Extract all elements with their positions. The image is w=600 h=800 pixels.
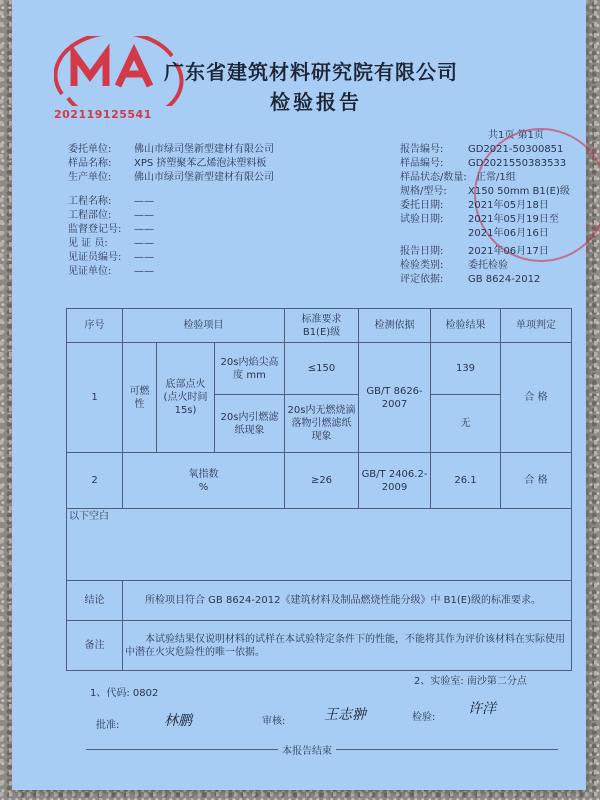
header-seq: 序号 bbox=[67, 309, 123, 343]
info-label: 报告编号: bbox=[400, 144, 444, 155]
table-row bbox=[67, 343, 572, 395]
test-results-table bbox=[66, 308, 572, 671]
conclusion-row bbox=[67, 581, 572, 621]
info-value: —— bbox=[134, 238, 154, 249]
info-value: —— bbox=[134, 210, 154, 221]
approve-label: 批准: bbox=[96, 720, 120, 731]
info-label: 委托单位: bbox=[68, 144, 112, 155]
info-label: 评定依据: bbox=[400, 274, 444, 285]
row1-param1: 20s内焰尖高度 mm bbox=[215, 343, 285, 395]
info-label: 工程部位: bbox=[68, 210, 112, 221]
row1-req1: ≤150 bbox=[285, 343, 359, 395]
row1-seq: 1 bbox=[67, 343, 123, 453]
blank-note: 以下空白 bbox=[67, 509, 572, 581]
remark-text: 本试验结果仅说明材料的试样在本试验特定条件下的性能，不能将其作为评价该材料在实际使用中潜在火灾危险性的唯一依据。 bbox=[123, 621, 572, 671]
info-value: 2021年06月16日 bbox=[468, 228, 549, 239]
table-header-row bbox=[67, 309, 572, 343]
end-of-report: 本报告结束 bbox=[278, 742, 336, 757]
info-value: —— bbox=[134, 196, 154, 207]
info-value: —— bbox=[134, 224, 154, 235]
info-label: 样品编号: bbox=[400, 158, 444, 169]
info-label: 生产单位: bbox=[68, 172, 112, 183]
row1-result1: 139 bbox=[431, 343, 501, 395]
row2-req: ≥26 bbox=[285, 453, 359, 509]
info-label: 检验类别: bbox=[400, 260, 444, 271]
row1-param2: 20s内引燃滤纸现象 bbox=[215, 395, 285, 453]
info-label: 见证单位: bbox=[68, 266, 112, 277]
info-value: 委托检验 bbox=[468, 260, 508, 271]
header-method: 检测依据 bbox=[359, 309, 431, 343]
conclusion-text: 所检项目符合 GB 8624-2012《建筑材料及制品燃烧性能分级》中 B1(E)级的标准要求。 bbox=[123, 581, 572, 621]
info-label: 规格/型号: bbox=[400, 186, 447, 197]
info-value: GD2021-50300851 bbox=[468, 144, 564, 155]
info-value: GD2021550383533 bbox=[468, 158, 567, 169]
remark-row bbox=[67, 621, 572, 671]
test-label: 检验: bbox=[412, 712, 436, 723]
info-value: 佛山市绿司堡新型建材有限公司 bbox=[134, 172, 274, 183]
footer-code: 1、代码: 0802 bbox=[90, 688, 159, 699]
info-label: 样品名称: bbox=[68, 158, 112, 169]
info-value: 2021年06月17日 bbox=[468, 246, 549, 257]
row2-seq: 2 bbox=[67, 453, 123, 509]
row1-judge: 合 格 bbox=[501, 343, 572, 453]
info-label: 工程名称: bbox=[68, 196, 112, 207]
info-value: 2021年05月19日至 bbox=[468, 214, 559, 225]
row2-result: 26.1 bbox=[431, 453, 501, 509]
table-row bbox=[67, 453, 572, 509]
doc-title: 检验报告 bbox=[270, 90, 362, 114]
row1-group: 可燃性 bbox=[123, 343, 157, 453]
conclusion-label: 结论 bbox=[67, 581, 123, 621]
row2-judge: 合 格 bbox=[501, 453, 572, 509]
row1-method: GB/T 8626-2007 bbox=[359, 343, 431, 453]
header-judgement: 单项判定 bbox=[501, 309, 572, 343]
info-label: 报告日期: bbox=[400, 246, 444, 257]
test-signature: 许洋 bbox=[468, 701, 496, 717]
approve-signature: 林鹏 bbox=[164, 713, 192, 729]
info-label: 监督登记号: bbox=[68, 224, 122, 235]
info-value: 佛山市绿司堡新型建材有限公司 bbox=[134, 144, 274, 155]
row2-unit: % bbox=[198, 481, 209, 493]
remark-label: 备注 bbox=[67, 621, 123, 671]
info-value: 2021年05月18日 bbox=[468, 200, 549, 211]
info-value: GB 8624-2012 bbox=[468, 274, 541, 285]
info-label: 见 证 员: bbox=[68, 238, 108, 249]
info-value: X150 50mm B1(E)级 bbox=[468, 186, 570, 197]
row2-item-cell bbox=[123, 453, 285, 509]
info-value: 正常/1组 bbox=[476, 172, 516, 183]
cma-code: 202119125541 bbox=[54, 108, 152, 121]
page-info: 共1页 第1页 bbox=[488, 130, 544, 141]
info-label: 见证员编号: bbox=[68, 252, 122, 263]
row2-item: 氧指数 bbox=[188, 468, 219, 480]
info-label: 样品状态/数量: bbox=[400, 172, 467, 183]
report-paper bbox=[12, 0, 586, 790]
header-item: 检验项目 bbox=[123, 309, 285, 343]
row2-method: GB/T 2406.2-2009 bbox=[359, 453, 431, 509]
row1-result2: 无 bbox=[431, 395, 501, 453]
review-signature: 王志翀 bbox=[324, 707, 366, 723]
info-value: XPS 挤塑聚苯乙烯泡沫塑料板 bbox=[134, 158, 267, 169]
row1-sub: 底部点火 (点火时间15s) bbox=[157, 343, 215, 453]
header-requirement: 标准要求 B1(E)级 bbox=[285, 309, 359, 343]
header-result: 检验结果 bbox=[431, 309, 501, 343]
info-label: 试验日期: bbox=[400, 214, 444, 225]
org-name: 广东省建筑材料研究院有限公司 bbox=[164, 60, 458, 84]
blank-row bbox=[67, 509, 572, 581]
info-label: 委托日期: bbox=[400, 200, 444, 211]
review-label: 审核: bbox=[262, 716, 286, 727]
info-value: —— bbox=[134, 266, 154, 277]
row1-req2: 20s内无燃烧滴落物引燃滤纸现象 bbox=[285, 395, 359, 453]
info-value: —— bbox=[134, 252, 154, 263]
footer-lab: 2、实验室: 南沙第二分点 bbox=[414, 676, 527, 687]
